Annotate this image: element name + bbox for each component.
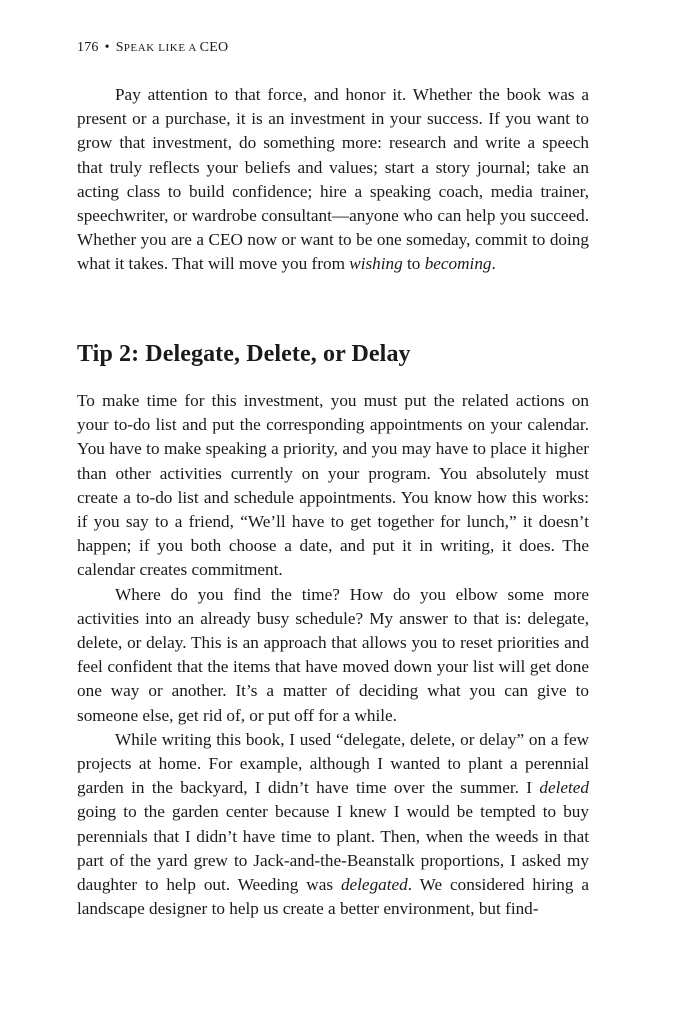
body-paragraph-1: To make time for this investment, you must put the related actions on your to-do list and put the corresponding appointments on your calendar. You have to make speaking a priority, and you may have to place it higher than other activities currently on your program. You absolutely must create a to-do list and schedule appointments. You know how this works: if you say to a friend, “We’ll have to get together for lunch,” it doesn’t happen; if you both choose a date, and put it in writing, it does. The calendar creates commitment. xyxy=(77,391,589,580)
intro-text-block xyxy=(77,83,589,277)
intro-paragraph: Pay attention to that force, and honor it. Whether the book was a present or a purchase, it is an investment in your success. If you want to grow that investment, do something more: research and write a speech that truly reflects your beliefs and values; start a story journal; take an acting class to build confidence; hire a speaking coach, media trainer, speechwriter, or wardrobe consultant—anyone who can help you succeed. Whether you are a CEO now or want to be one someday, commit to doing what it takes. That will move you from wishing to becoming. xyxy=(77,85,589,274)
page-number: 176 xyxy=(77,40,99,55)
section-body xyxy=(77,389,589,921)
book-title-ceo: CEO xyxy=(199,40,229,55)
emphasis-wishing: wishing xyxy=(349,254,403,274)
body-paragraph-3: While writing this book, I used “delegate, delete, or delay” on a few projects at home. For example, although I wanted to plant a perennial garden in the backyard, I didn’t have time over the summer. I deleted going to the garden center because I knew I would be tempted to buy perennials that I didn’t have time to plant. Then, when the weeds in that part of the yard grew to Jack-and-the-Beanstalk proportions, I asked my daughter to help out. Weeding was delegated. We considered hiring a landscape designer to help us create a better environment, but find- xyxy=(77,729,590,919)
book-title xyxy=(116,40,229,55)
book-title-small-caps: PEAK LIKE A xyxy=(123,42,200,54)
emphasis-delegated: delegated xyxy=(340,875,408,895)
book-title-initial: S xyxy=(115,40,124,55)
emphasis-becoming: becoming xyxy=(424,254,492,274)
emphasis-deleted: deleted xyxy=(539,778,589,798)
running-head xyxy=(77,40,228,56)
running-head-separator: • xyxy=(104,40,110,55)
section-heading: Tip 2: Delegate, Delete, or Delay xyxy=(77,341,411,367)
body-paragraph-2: Where do you find the time? How do you elbow some more activities into an already busy schedule? My answer to that is: delegate, delete, or delay. This is an approach that allows you to reset priorities and feel confident that the items that have moved down your list will get done one way or another. It’s a matter of deciding what you can give to someone else, get rid of, or put off for a while. xyxy=(77,584,589,725)
